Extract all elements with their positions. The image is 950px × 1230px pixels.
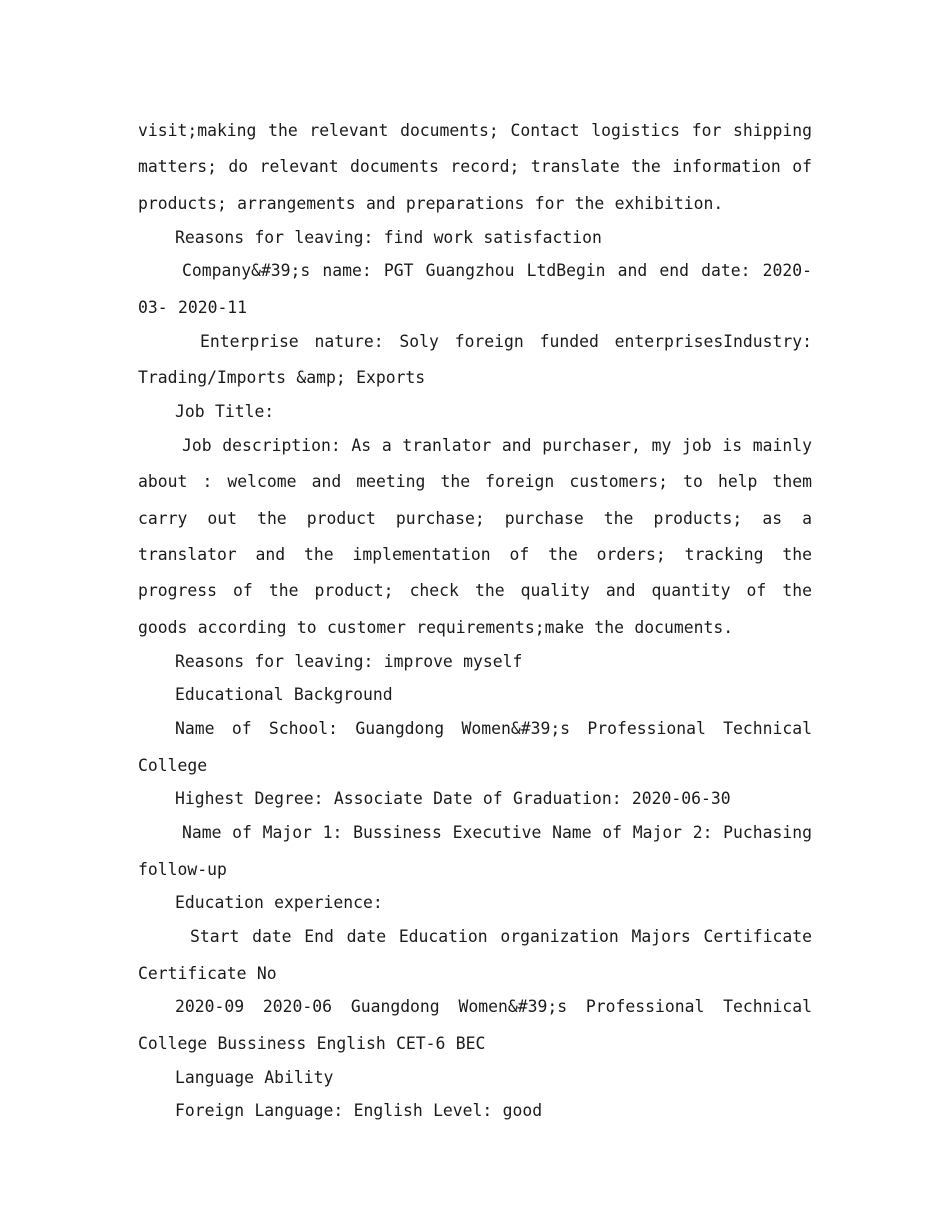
document-body (138, 113, 812, 1127)
paragraph-majors: Name of Major 1: Bussiness Executive Name of Major 2: Puchasing follow-up (138, 823, 812, 879)
paragraph-foreign-language: Foreign Language: English Level: good (175, 1101, 543, 1121)
paragraph-name-of-school: Name of School: Guangdong Women&#39;s Professional Technical College (138, 719, 812, 775)
section-heading-language: Language Ability (175, 1067, 334, 1087)
paragraph-education-table-header: Start date End date Education organization Majors Certificate Certificate No (138, 927, 812, 983)
paragraph-enterprise-nature: Enterprise nature: Soly foreign funded enterprisesIndustry: Trading/Imports &amp; Exports (138, 331, 812, 388)
paragraph-job-description: Job description: As a tranlator and purchaser, my job is mainly about : welcome and meeting the foreign customers; to help them carry out the product purchase; purchase the products; as a translator and the implementation of the orders; tracking the progress of the product; check the quality and quantity of the goods according to customer requirements;make the documents. (138, 435, 812, 637)
paragraph-education-experience-label: Education experience: (175, 893, 383, 913)
paragraph-reasons-for-leaving-1: Reasons for leaving: find work satisfaction (175, 227, 602, 247)
paragraph-highest-degree: Highest Degree: Associate Date of Graduation: 2020-06-30 (175, 789, 731, 809)
section-heading-education: Educational Background (175, 685, 393, 705)
paragraph-reasons-for-leaving-2: Reasons for leaving: improve myself (175, 651, 523, 671)
paragraph-job-title: Job Title: (175, 401, 275, 421)
paragraph-job-duties-continued: visit;making the relevant documents; Contact logistics for shipping matters; do relevant documents record; translate the information of products; arrangements and preparations for the exhibition. (138, 121, 812, 213)
paragraph-company-name: Company&#39;s name: PGT Guangzhou LtdBegin and end date: 2020-03- 2020-11 (138, 261, 812, 317)
paragraph-education-table-row: 2020-09 2020-06 Guangdong Women&#39;s Professional Technical College Bussiness English CET-6 BEC (138, 997, 812, 1053)
